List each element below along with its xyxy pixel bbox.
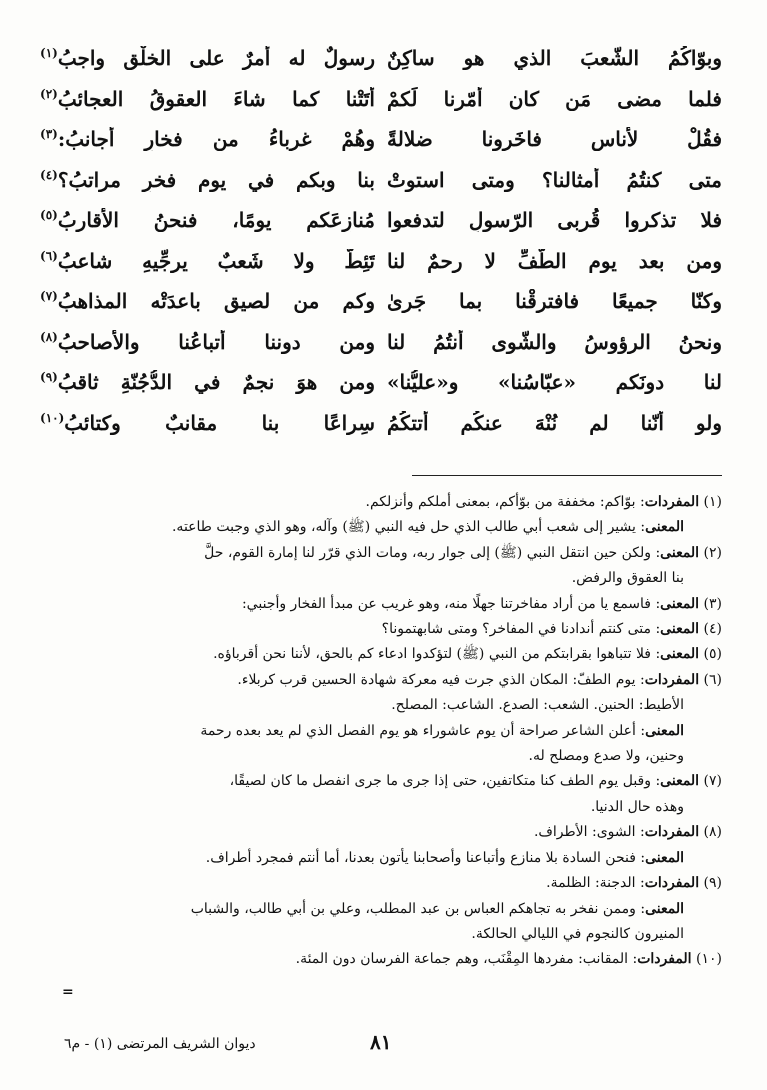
footnote-line (30, 922, 722, 947)
footnote-text: : الشوى: الأطراف. (533, 824, 645, 841)
footnote-line (30, 820, 722, 845)
footnote-label: المعنى (660, 595, 700, 612)
hemistich-text: سِراعًا بنا مقانبٌ وكتائبُ (64, 410, 375, 435)
footnote-text: الأطيط: الحنين. الشعب: الصدع. الشاعب: المصلح. (391, 697, 684, 714)
footnote-label: المعنى (645, 900, 684, 917)
first-hemistich: فلما مضى مَن كان أمّرنا لَكمْ (387, 86, 722, 111)
hemistich-text: وكم من لصيقٍ باعدَتْه المذاهبُ (57, 289, 375, 314)
second-hemistich (40, 289, 375, 313)
footnote-text: : يوم الطفّ: المكان الذي جرت فيه معركة شهادة الحسين قرب كربلاء. (237, 671, 645, 688)
footnote-text: : ولكن حين انتقل النبي (ﷺ) إلى جوار ربه، ومات الذي قرّر لنا إمارة القوم، حلَّ (204, 544, 661, 561)
footnote-line (30, 719, 722, 744)
footnote-line (30, 795, 722, 820)
footnote-text: المنيرون كالنجوم في الليالي الحالكة. (471, 925, 684, 942)
footnote-label: المعنى (645, 722, 684, 739)
first-hemistich: ونحنُ الرؤوسُ والشّوى أنتُمُ لنا (387, 329, 722, 354)
footnote-line (30, 846, 722, 871)
footnote-line (30, 490, 722, 515)
footnote-text: : المقانب: مفردها المِقْنَب، وهم جماعة الفرسان دون المئة. (295, 951, 638, 968)
footnote-number: (٨) (703, 824, 722, 841)
footnote-text: بنا العقوق والرفض. (571, 570, 684, 587)
footnote-text: : يشير إلى شعب أبي طالب الذي حل فيه النبي (ﷺ) وآله، وهو الذي وجبت طاعته. (171, 519, 646, 536)
footnote-number: (٩) (703, 875, 722, 892)
verse (40, 322, 722, 363)
footnote-marker: (١٠) (40, 410, 65, 425)
footnote-line (30, 617, 722, 642)
verse (40, 362, 722, 403)
footnote-marker: (١) (40, 46, 58, 61)
footnote-label: المعنى (645, 519, 684, 536)
footnote-text: : أعلن الشاعر صراحة أن يوم عاشوراء هو يوم الفصل الذي لم يعد بعده رحمة (200, 722, 646, 739)
footnote-separator (412, 475, 722, 476)
footnote-marker: (٥) (40, 208, 58, 223)
second-hemistich (40, 330, 375, 354)
first-hemistich: ولو أنّنا لم نُنْهَ عنكُم أتتكُمُ (387, 410, 722, 435)
footnote-number: (٣) (703, 595, 722, 612)
second-hemistich (40, 249, 375, 273)
hemistich-text: تَئِطُّ ولا شَعبٌ يرجِّيهِ شاعبُ (57, 248, 375, 273)
footnote-label: المعنى (660, 773, 700, 790)
footnote-number: (٥) (703, 646, 722, 663)
footnotes (30, 490, 722, 973)
footnote-text: : وممن نفخر به تجاهكم العباس بن عبد المطلب، وعلي بن أبي طالب، والشباب (190, 900, 646, 917)
first-hemistich: لنا دونَكم «عبّاسُنا» و«عليُّنا» (387, 370, 722, 395)
footnote-label: المفردات (644, 671, 700, 688)
footnote-line (30, 566, 722, 591)
footnote-label: المعنى (645, 849, 684, 866)
hemistich-text: أتَتْنا كما شاءَ العقوقُ العجائبُ (57, 86, 375, 111)
second-hemistich (40, 411, 375, 435)
footnote-number: (١) (703, 494, 722, 510)
footnote-number: (١٠) (696, 951, 722, 968)
footnote-line (30, 897, 722, 922)
page-number: ٨١ (370, 1030, 392, 1054)
footnote-line (30, 871, 722, 896)
second-hemistich (40, 208, 375, 232)
footnote-text: : الدجنة: الظلمة. (546, 875, 645, 892)
footnote-line (30, 642, 722, 667)
footnote-number: (٤) (703, 621, 722, 638)
footnote-text: : فلا تتباهوا بقرابتكم من النبي (ﷺ) لتؤكدوا ادعاء كم بالحق، لأننا نحن أقرباؤه. (213, 646, 661, 663)
footnote-line (30, 668, 722, 693)
footnote-label: المعنى (660, 646, 700, 663)
hemistich-text: مُنازِعَكم يومًا، فنحنُ الأقاربُ (57, 208, 375, 233)
footnote-line (30, 693, 722, 718)
footnote-label: المفردات (637, 951, 692, 968)
footnote-number: (٢) (703, 544, 722, 561)
verse (40, 403, 722, 444)
footnote-number: (٦) (703, 671, 722, 688)
footnote-line (30, 592, 722, 617)
footnote-marker: (٧) (40, 289, 58, 304)
footnote-label: المفردات (644, 824, 700, 841)
verse (40, 241, 722, 282)
hemistich-text: ومن دوننا أتباعُنا والأصاحبُ (57, 329, 375, 354)
verse (40, 281, 722, 322)
verse (40, 200, 722, 241)
hemistich-text: وهُمْ غرباءُ من فخارٍ أجانبُ: (57, 127, 375, 152)
footnote-text: : وقبل يوم الطف كنا متكاتفين، حتى إذا جرى ما جرى انفصل ما كان لصيقًا، (229, 773, 661, 790)
footnote-label: المعنى (660, 544, 700, 561)
verse (40, 79, 722, 120)
continuation-mark: = (62, 984, 74, 1000)
footnote-label: المفردات (644, 494, 700, 510)
first-hemistich: ومن بعد يوم الطّفِّ لا رحمٌ لنا (387, 248, 722, 273)
second-hemistich (40, 46, 375, 70)
footnote-number: (٧) (703, 773, 722, 790)
footnote-line (30, 515, 722, 540)
footnote-text: : متى كنتم أندادنا في المفاخر؟ ومتى شابهتمونا؟ (381, 621, 661, 638)
second-hemistich (40, 168, 375, 192)
hemistich-text: رسولٌ له أمرٌ على الخلْق واجبُ (57, 46, 375, 71)
first-hemistich: فقُلْ لأُناسٍ فاخَرونا ضلالةً (387, 127, 722, 152)
first-hemistich: وكنّا جميعًا فافترقْنا بما جَرىٰ (387, 289, 722, 314)
footnote-text: : بوّاكم: مخففة من بوّأكم، بمعنى أملكم وأنزلكم. (365, 494, 645, 510)
second-hemistich (40, 127, 375, 151)
footnote-label: المفردات (644, 875, 700, 892)
footnote-line (30, 541, 722, 566)
verse (40, 119, 722, 160)
footnote-marker: (٩) (40, 370, 58, 385)
footnote-text: وحنين، ولا صدع ومصلح له. (528, 748, 684, 765)
footnote-marker: (٦) (40, 248, 58, 263)
poem (40, 38, 722, 443)
footnote-marker: (٨) (40, 329, 58, 344)
verse (40, 160, 722, 201)
first-hemistich: وبوّاكُمُ الشّعبَ الذي هو ساكِنٌ (387, 46, 722, 71)
second-hemistich (40, 370, 375, 394)
running-head: ديوان الشريف المرتضى (١) - م٦ (64, 1036, 256, 1052)
second-hemistich (40, 87, 375, 111)
hemistich-text: ومن هوَ نجمٌ في الدُّجُنّةِ ثاقبُ (57, 370, 375, 395)
footnote-label: المعنى (660, 621, 700, 638)
footnote-text: : فنحن السادة بلا منازع وأتباعنا وأصحابنا يأتون بعدنا، أما أنتم فمجرد أطراف. (205, 849, 646, 866)
footnote-marker: (٣) (40, 127, 58, 142)
footnote-text: وهذه حال الدنيا. (590, 798, 684, 815)
first-hemistich: متى كنتُمُ أمثالنا؟ ومتى استوتْ (387, 167, 722, 192)
footnote-line (30, 769, 722, 794)
footnote-line (30, 744, 722, 769)
hemistich-text: بنا وبكم في يوم فخرٍ مراتبُ؟ (57, 167, 375, 192)
verse (40, 38, 722, 79)
footnote-marker: (٤) (40, 167, 58, 182)
footnote-marker: (٢) (40, 86, 58, 101)
first-hemistich: فلا تذكروا قُربى الرّسولِ لتدفعوا (387, 208, 722, 233)
footnote-line (30, 947, 722, 972)
footnote-text: : فاسمع يا من أراد مفاخرتنا جهلًا منه، وهو غريب عن مبدأ الفخار وأجنبي: (241, 595, 661, 612)
